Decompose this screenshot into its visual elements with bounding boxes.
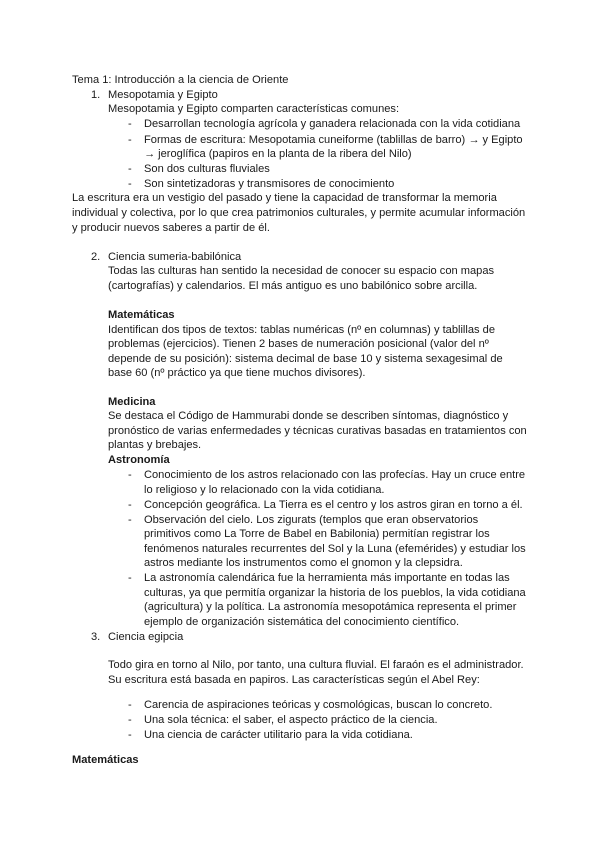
list-item: La astronomía calendárica fue la herramienta más importante en todas las (144, 572, 510, 584)
document-title: Tema 1: Introducción a la ciencia de Oriente (72, 74, 289, 86)
paragraph-line: base 60 (nº práctico ya que tiene muchos divisores). (108, 367, 366, 379)
subheading-astronomia: Astronomía (108, 454, 170, 466)
list-item: Observación del cielo. Los zigurats (templos que eran observatorios (144, 514, 479, 526)
list-item: Formas de escritura: Mesopotamia cuneiforme (tablillas de barro) → y Egipto (144, 134, 523, 146)
list-item-continued: primitivos como La Torre de Babel en Babilonia) permitían registrar los (144, 528, 490, 540)
paragraph-line: Todo gira en torno al Nilo, por tanto, una cultura fluvial. El faraón es el administrador. (108, 659, 524, 671)
paragraph-line: Su escritura está basada en papiros. Las características según el Abel Rey: (108, 674, 480, 686)
section-2-heading: Ciencia sumeria-babilónica (108, 251, 242, 263)
list-item: Son sintetizadoras y transmisores de conocimiento (144, 178, 395, 190)
paragraph-line: Identifican dos tipos de textos: tablas numéricas (nº en columnas) y tablillas de (108, 324, 495, 336)
list-item: Conocimiento de los astros relacionado con las profecías. Hay un cruce entre (144, 469, 526, 481)
list-item-continued: culturas, ya que permitía organizar la historia de los pueblos, la vida cotidiana (144, 587, 526, 599)
section-3-number: 3. (91, 631, 101, 643)
paragraph-line: plantas y brebajes. (108, 439, 202, 451)
list-item: Son dos culturas fluviales (144, 163, 270, 175)
list-item: Concepción geográfica. La Tierra es el centro y los astros giran en torno a él. (144, 499, 523, 511)
bullet-dash: - (128, 572, 132, 584)
bullet-dash: - (128, 499, 132, 511)
bullet-dash: - (128, 163, 132, 175)
list-item-continued: fenómenos naturales recurrentes del Sol y la Luna (efemérides) y estudiar los (144, 543, 526, 555)
bullet-dash: - (128, 729, 132, 741)
paragraph-line: y producir nuevos saberes a partir de él. (72, 222, 270, 234)
subheading-matematicas: Matemáticas (108, 309, 175, 321)
section-1-heading: Mesopotamia y Egipto (108, 89, 218, 101)
bullet-dash: - (128, 714, 132, 726)
bullet-dash: - (128, 469, 132, 481)
list-item-continued: astros mediante los instrumentos como el gnomon y la clepsidra. (144, 557, 463, 569)
bullet-dash: - (128, 514, 132, 526)
list-item: Una sola técnica: el saber, el aspecto práctico de la ciencia. (144, 714, 438, 726)
paragraph-line: Todas las culturas han sentido la necesidad de conocer su espacio con mapas (108, 265, 495, 277)
bullet-dash: - (128, 134, 132, 146)
bullet-dash: - (128, 178, 132, 190)
bullet-dash: - (128, 699, 132, 711)
subheading-medicina: Medicina (108, 396, 156, 408)
list-item: Carencia de aspiraciones teóricas y cosmológicas, buscan lo concreto. (144, 699, 493, 711)
list-item-continued: (agricultura) y la política. La astronomía mesopotámica representa el primer (144, 601, 517, 613)
section-1-intro: Mesopotamia y Egipto comparten características comunes: (108, 103, 400, 115)
paragraph-line: pronóstico de varias enfermedades y técnicas curativas basadas en tratamientos con (108, 425, 527, 437)
paragraph-line: individual y colectiva, por lo que crea patrimonios culturales, y permite acumular información (72, 207, 526, 219)
section-2-number: 2. (91, 251, 101, 263)
paragraph-line: (cartografías) y calendarios. El más antiguo es uno babilónico sobre arcilla. (108, 280, 478, 292)
list-item-continued: → jeroglífica (papiros en la planta de la ribera del Nilo) (144, 148, 412, 160)
section-3-heading: Ciencia egipcia (108, 631, 184, 643)
subheading-matematicas-end: Matemáticas (72, 754, 139, 766)
section-1-number: 1. (91, 89, 101, 101)
list-item: Una ciencia de carácter utilitario para la vida cotidiana. (144, 729, 413, 741)
paragraph-line: La escritura era un vestigio del pasado y tiene la capacidad de transformar la memoria (72, 192, 497, 204)
paragraph-line: problemas (ejercicios). Tienen 2 bases de numeración posicional (valor del nº (108, 338, 489, 350)
paragraph-line: depende de su posición): sistema decimal de base 10 y sistema sexagesimal de (108, 353, 503, 365)
paragraph-line: Se destaca el Código de Hammurabi donde se describen síntomas, diagnóstico y (108, 410, 509, 422)
list-item-continued: lo religioso y lo relacionado con la vida cotidiana. (144, 484, 385, 496)
list-item: Desarrollan tecnología agrícola y ganadera relacionada con la vida cotidiana (144, 118, 521, 130)
list-item-continued: ejemplo de organización sistemática del conocimiento científico. (144, 616, 460, 628)
bullet-dash: - (128, 118, 132, 130)
